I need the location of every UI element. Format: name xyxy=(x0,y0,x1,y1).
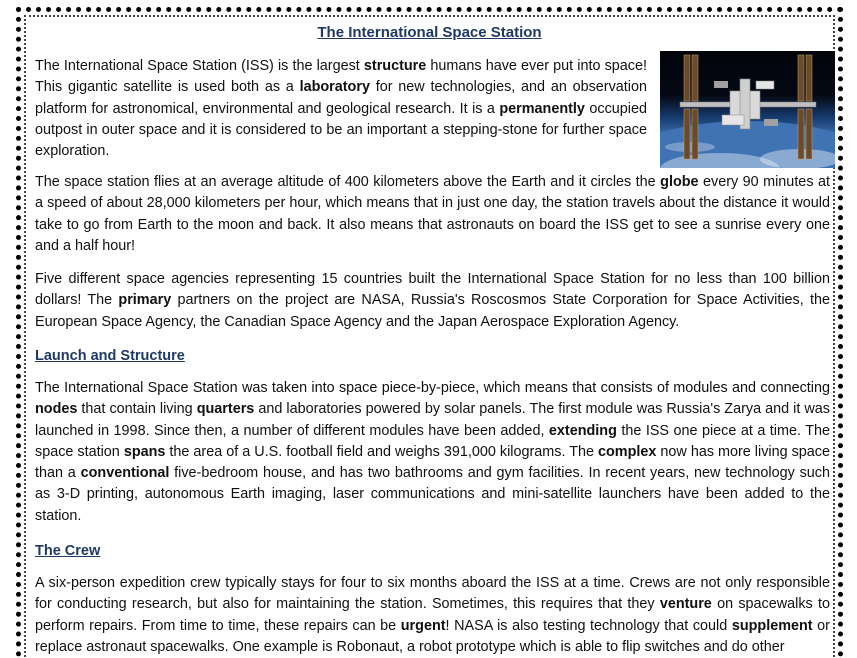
text-run: The International Space Station was taken into space piece-by-piece, which means that consists of modules and connecting xyxy=(35,380,830,396)
text-run: that contain living xyxy=(77,401,197,418)
vocabulary-word: primary xyxy=(118,292,172,309)
vocabulary-word: urgent xyxy=(400,617,446,634)
vocabulary-word: complex xyxy=(598,443,657,460)
text-run: on spacewalks to perform repairs. From time to time, these repairs can be xyxy=(35,596,830,634)
vocabulary-word: spans xyxy=(123,443,166,460)
text-run: The space station flies at an average altitude of 400 kilometers above the Earth and it circles the xyxy=(35,174,661,190)
text-run: the area of a U.S. football field and weighs 391,000 kilograms. The xyxy=(165,443,599,460)
vocabulary-word: laboratory xyxy=(299,79,370,96)
text-run: or replace astronaut spacewalks. One example is Robonaut, a robot prototype which is able to flip switches and do other xyxy=(35,617,830,655)
vocabulary-word: conventional xyxy=(80,465,170,482)
text-run: partners on the project are NASA, Russia's Roscosmos State Corporation for Space Activities, the European Space Agency, the Canadian Space Agency and the Japan Aerospace Exploration Agency. xyxy=(35,292,830,330)
text-run: ! NASA is also testing technology that could xyxy=(445,617,732,634)
vocabulary-word: structure xyxy=(363,58,427,74)
iss-illustration xyxy=(660,51,835,168)
text-run: and laboratories powered by solar panels. The first module was Russia's Zarya and it was launched in 1998. Since then, a number of different modules have been added, xyxy=(35,401,830,439)
vocabulary-word: permanently xyxy=(499,100,585,117)
vocabulary-word: supplement xyxy=(731,617,813,634)
text-run: humans have ever put into space! This gigantic satellite is used both as a xyxy=(35,58,647,96)
text-run: for new technologies, and an observation platform for astronomical, environmental and geological research. It is a xyxy=(35,79,648,117)
orbit-paragraph xyxy=(35,172,830,257)
vocabulary-word: venture xyxy=(659,596,712,613)
agencies-paragraph xyxy=(35,269,830,333)
iss-photo xyxy=(660,51,835,168)
text-run: every 90 minutes at a speed of about 28,000 kilometers per hour, which means that in just one day, the station travels about the distance it would take to go from Earth to the moon and back. It also means that astronauts on board the ISS get to see a sunrise every one and a half hour! xyxy=(35,174,830,254)
vocabulary-word: globe xyxy=(660,174,699,190)
text-run: five-bedroom house, and has two bathrooms and gym facilities. In recent years, new technology such as 3-D printing, autonomous Earth imaging, laser communications and mini-satellite launchers have been added to the station. xyxy=(35,465,830,524)
vocabulary-word: quarters xyxy=(196,401,255,418)
launch-structure-paragraph xyxy=(35,378,830,527)
intro-paragraph xyxy=(35,56,647,162)
crew-heading: The Crew xyxy=(35,543,101,559)
crew-paragraph xyxy=(35,573,830,658)
worksheet-page xyxy=(16,7,843,657)
text-run: Five different space agencies representing 15 countries built the International Space Station for no less than 100 billion dollars! The xyxy=(35,271,830,309)
text-run: now has more living space than a xyxy=(35,443,831,482)
launch-structure-heading: Launch and Structure xyxy=(35,348,185,364)
vocabulary-word: nodes xyxy=(35,401,78,418)
vocabulary-word: extending xyxy=(548,422,617,439)
text-run: the ISS one piece at a time. The space station xyxy=(35,422,830,460)
page-title: The International Space Station xyxy=(317,24,542,41)
text-run: A six-person expedition crew typically stays for four to six months aboard the ISS at a time. Crews are not only responsible for conducting research, but also for maintaining the station. Sometimes, this requires that they xyxy=(35,575,830,613)
text-run: The International Space Station (ISS) is the largest xyxy=(35,58,364,74)
text-run: occupied outpost in outer space and it is considered to be an important a stepping-stone for further space exploration. xyxy=(35,100,647,160)
